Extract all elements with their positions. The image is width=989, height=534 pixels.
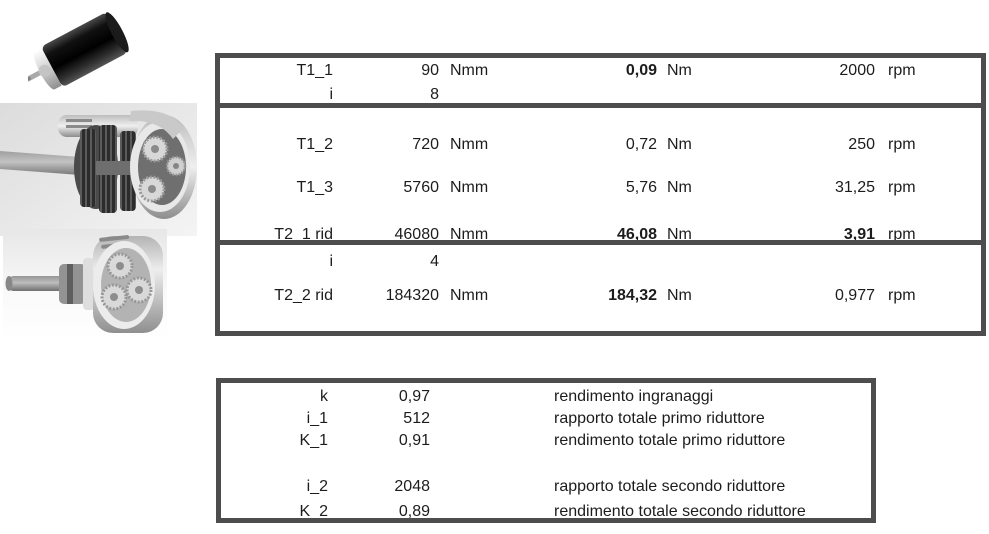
row-description: rapporto totale secondo riduttore <box>554 478 786 495</box>
torque-nmm-value: 720 <box>412 136 439 153</box>
planetary-gearhead-photo <box>3 229 167 341</box>
torque-nm-unit: Nm <box>667 136 692 153</box>
row-value: 2048 <box>394 478 430 495</box>
speed-value: 31,25 <box>834 179 875 196</box>
speed-value: 3,91 <box>843 226 875 243</box>
torque-nmm-unit: Nmm <box>450 136 489 153</box>
torque-nm-value: 0,72 <box>625 136 657 153</box>
row-label: k <box>320 388 328 405</box>
row-label: T1_2 <box>296 136 333 153</box>
speed-unit: rpm <box>888 62 916 79</box>
table-row-i-1 <box>216 410 876 427</box>
ratio-value: 4 <box>430 253 439 270</box>
dc-motor-icon <box>28 5 138 99</box>
speed-unit: rpm <box>888 136 916 153</box>
torque-nm-value: 5,76 <box>625 179 657 196</box>
speed-value: 250 <box>848 136 875 153</box>
row-description: rendimento ingranaggi <box>554 388 714 405</box>
torque-nm-value: 184,32 <box>608 287 657 304</box>
row-label: T2_2 rid <box>274 287 333 304</box>
row-value: 0,91 <box>398 432 430 449</box>
row-label: i_2 <box>306 478 328 495</box>
torque-nm-unit: Nm <box>667 62 692 79</box>
row-value: 0,97 <box>398 388 430 405</box>
row-label: K_2 <box>299 503 328 520</box>
efficiency-ratio-table <box>216 378 876 523</box>
speed-unit: rpm <box>888 287 916 304</box>
torque-nm-value: 46,08 <box>616 226 657 243</box>
torque-nmm-value: 90 <box>421 62 439 79</box>
table-row-t1-3 <box>215 179 986 196</box>
torque-nm-unit: Nm <box>667 287 692 304</box>
row-label: K_1 <box>299 432 328 449</box>
torque-speed-table <box>215 53 986 336</box>
table-row-t2-1-rid <box>215 226 986 243</box>
speed-unit: rpm <box>888 226 916 243</box>
table-row-k <box>216 388 876 405</box>
torque-nmm-unit: Nmm <box>450 179 489 196</box>
planetary-gearbox-cutaway-icon <box>0 103 197 236</box>
table-border-box-first-reducer <box>215 103 986 245</box>
table-row-i-2 <box>216 478 876 495</box>
row-label: T1_1 <box>296 62 333 79</box>
torque-nm-unit: Nm <box>667 226 692 243</box>
torque-nmm-unit: Nmm <box>450 62 489 79</box>
torque-nmm-unit: Nmm <box>450 287 489 304</box>
table-row-ratio-i-4 <box>215 253 986 270</box>
row-label: i_1 <box>306 410 328 427</box>
row-label: T1_3 <box>296 179 333 196</box>
table-row-t1-2 <box>215 136 986 153</box>
row-label: i <box>329 253 333 270</box>
torque-nm-value: 0,09 <box>625 62 657 79</box>
torque-nmm-unit: Nmm <box>450 226 489 243</box>
table-row-k-2 <box>216 503 876 520</box>
dc-motor-photo <box>28 5 138 99</box>
row-description: rendimento totale secondo riduttore <box>554 503 806 520</box>
row-value: 512 <box>403 410 430 427</box>
torque-nmm-value: 184320 <box>385 287 439 304</box>
row-value: 0,89 <box>398 503 430 520</box>
table-row-ratio-i-8 <box>215 86 986 103</box>
speed-value: 2000 <box>839 62 875 79</box>
torque-nmm-value: 5760 <box>403 179 439 196</box>
speed-value: 0,977 <box>834 287 875 304</box>
torque-nm-unit: Nm <box>667 179 692 196</box>
speed-unit: rpm <box>888 179 916 196</box>
ratio-value: 8 <box>430 86 439 103</box>
row-description: rapporto totale primo riduttore <box>554 410 765 427</box>
planetary-gearhead-icon <box>3 229 167 341</box>
torque-nmm-value: 46080 <box>394 226 439 243</box>
row-label: i <box>329 86 333 103</box>
table-row-t1-1 <box>215 62 986 79</box>
row-label: T2_1 rid <box>274 226 333 243</box>
table-row-t2-2-rid <box>215 287 986 304</box>
table-row-k-1 <box>216 432 876 449</box>
planetary-gearbox-cutaway-photo <box>0 103 197 236</box>
row-description: rendimento totale primo riduttore <box>554 432 786 449</box>
